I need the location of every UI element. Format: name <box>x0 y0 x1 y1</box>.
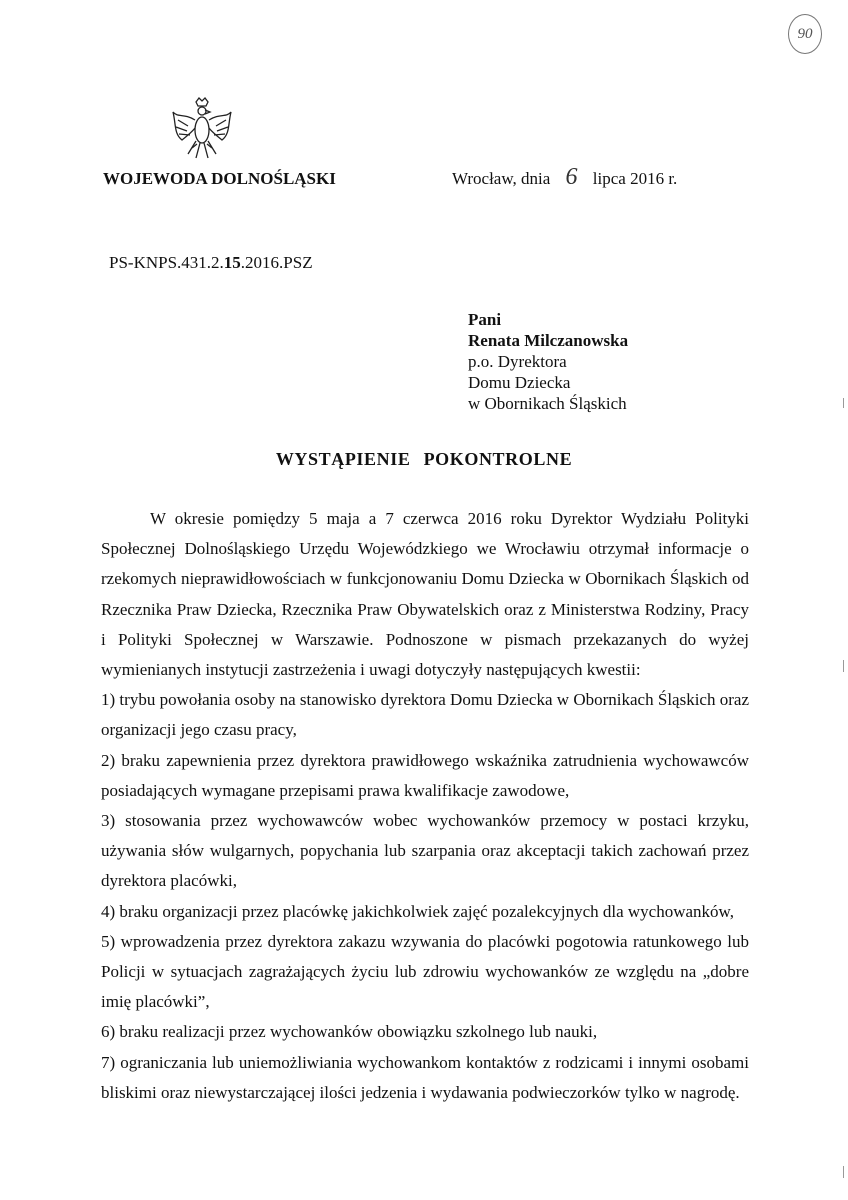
scan-edge-mark <box>843 660 844 672</box>
list-item-2: 2) braku zapewnienia przez dyrektora prawidłowego wskaźnika zatrudnienia wychowawców posiadających wymagane przepisami prawa kwalifikacje zawodowe, <box>101 750 749 800</box>
reference-prefix: PS-KNPS.431.2. <box>109 253 224 272</box>
list-item-6: 6) braku realizacji przez wychowanków obowiązku szkolnego lub nauki, <box>101 1022 598 1042</box>
issuer-name: WOJEWODA DOLNOŚLĄSKI <box>103 169 336 188</box>
date-suffix: lipca 2016 r. <box>592 169 678 188</box>
document-title-word-2: POKONTROLNE <box>423 449 573 469</box>
intro-paragraph: W okresie pomiędzy 5 maja a 7 czerwca 2016 roku Dyrektor Wydziału Polityki Społecznej Dolnośląskiego Urzędu Wojewódzkiego we Wrocławiu otrzymał informacje o rzekomych nieprawidłowościach w funkcjonowaniu Domu Dziecka w Obornikach Śląskich od Rzecznika Praw Dziecka, Rzecznika Praw Obywatelskich oraz z Ministerstwa Rodziny, Pracy i Polityki Społecznej w Warszawie. Podnoszone w pismach przekazanych do wyżej wymienianych instytucji zastrzeżenia i uwagi dotyczyły następujących kwestii: <box>101 509 749 680</box>
list-item-4: 4) braku organizacji przez placówkę jakichkolwiek zajęć pozalekcyjnych dla wychowanków, <box>101 901 734 921</box>
addressee-institution: Domu Dziecka <box>468 373 571 392</box>
document-title-word-1: WYSTĄPIENIE <box>275 449 411 469</box>
addressee-location: w Obornikach Śląskich <box>468 394 627 413</box>
addressee-position: p.o. Dyrektora <box>468 352 567 371</box>
list-item-3: 3) stosowania przez wychowawców wobec wychowanków przemocy w postaci krzyku, używania słów wulgarnych, popychania lub szarpania oraz akceptacji takich zachowań przez dyrektora placówki, <box>101 811 749 891</box>
page-number-stamp-text: 90 <box>797 26 813 42</box>
document-body <box>101 504 749 1108</box>
addressee-salutation: Pani <box>468 310 502 329</box>
date-line <box>452 164 678 190</box>
scan-edge-mark <box>843 1166 844 1178</box>
page-number-stamp <box>788 14 822 54</box>
list-item-5: 5) wprowadzenia przez dyrektora zakazu wzywania do placówki pogotowia ratunkowego lub Policji w sytuacjach zagrażających życiu lub zdrowiu wychowanków ze względu na „dobre imię placówki”, <box>101 931 749 1012</box>
date-day-handwritten: 6 <box>565 164 578 190</box>
reference-number <box>109 253 313 273</box>
scan-edge-mark <box>843 398 844 408</box>
list-item-7: 7) ograniczania lub uniemożliwiania wychowankom kontaktów z rodzicami i innymi osobami bliskimi oraz niewystarczającej ilości jedzenia i wydawania podwieczorków tylko w nagrodę. <box>101 1052 749 1102</box>
list-item-1: 1) trybu powołania osoby na stanowisko dyrektora Domu Dziecka w Obornikach Śląskich oraz organizacji jego czasu pracy, <box>101 690 749 740</box>
addressee-name: Renata Milczanowska <box>468 331 629 350</box>
document-title <box>0 449 848 470</box>
reference-suffix: .2016.PSZ <box>240 253 313 272</box>
date-prefix: Wrocław, dnia <box>452 169 551 188</box>
reference-case-number: 15 <box>223 253 241 272</box>
polish-eagle-emblem-icon <box>170 96 234 168</box>
addressee-block <box>468 309 628 414</box>
